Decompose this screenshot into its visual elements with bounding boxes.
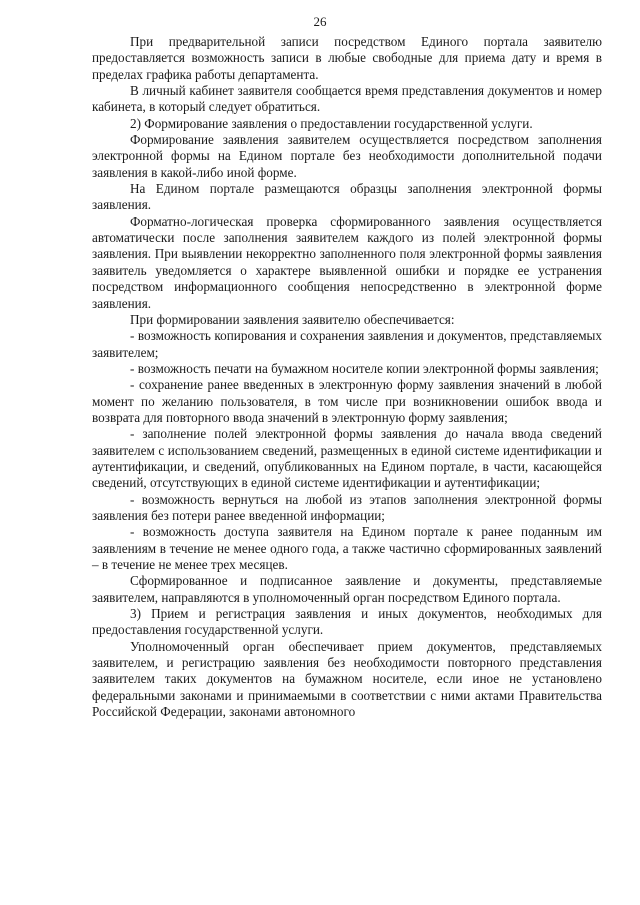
paragraph-appointment-booking: При предварительной записи посредством Единого портала заявителю предоставляется возможность записи в любые свободные для приема дату и время в пределах графика работы департамента. bbox=[92, 34, 602, 82]
list-item-save-values: - сохранение ранее введенных в электронную форму заявления значений в любой момент по желанию пользователя, в том числе при возникновении ошибок ввода и возврата для повторного ввода значений в электронную форму заявления; bbox=[92, 377, 602, 425]
document-body bbox=[92, 34, 602, 720]
paragraph-form-filling: Формирование заявления заявителем осуществляется посредством заполнения электронной формы на Едином портале без необходимости дополнительной подачи заявления в какой-либо иной форме. bbox=[92, 132, 602, 180]
page-number: 26 bbox=[313, 14, 327, 29]
paragraph-submission: Сформированное и подписанное заявление и документы, представляемые заявителем, направляются в уполномоченный орган посредством Единого портала. bbox=[92, 573, 602, 605]
paragraph-personal-account: В личный кабинет заявителя сообщается время представления документов и номер кабинета, в который следует обратиться. bbox=[92, 83, 602, 115]
list-item-prefill: - заполнение полей электронной формы заявления до начала ввода сведений заявителем с использованием сведений, размещенных в единой системе идентификации и аутентификации, и сведений, опубликованных на Едином портале, в части, касающейся сведений, отсутствующих в единой системе идентификации и аутентификации; bbox=[92, 426, 602, 491]
paragraph-format-check: Форматно-логическая проверка сформированного заявления осуществляется автоматически после заполнения заявителем каждого из полей электронной формы заявления. При выявлении некорректно заполненного поля электронной формы заявления заявитель уведомляется о характере выявленной ошибки и порядке ее устранения посредством информационного сообщения непосредственно в электронной форме заявления. bbox=[92, 213, 602, 311]
list-item-return-to-step: - возможность вернуться на любой из этапов заполнения электронной формы заявления без потери ранее введенной информации; bbox=[92, 491, 602, 523]
paragraph-step-2-heading: 2) Формирование заявления о предоставлении государственной услуги. bbox=[130, 115, 533, 131]
paragraph-provisions-intro: При формировании заявления заявителю обеспечивается: bbox=[130, 311, 455, 327]
list-item-access-history: - возможность доступа заявителя на Едином портале к ранее поданным им заявлениям в течение не менее одного года, а также частично сформированных заявлений – в течение не менее трех месяцев. bbox=[92, 524, 602, 572]
list-item-copy-save: - возможность копирования и сохранения заявления и документов, представляемых заявителем; bbox=[92, 328, 602, 360]
paragraph-step-3-heading: 3) Прием и регистрация заявления и иных документов, необходимых для предоставления государственной услуги. bbox=[92, 606, 602, 638]
paragraph-reception: Уполномоченный орган обеспечивает прием документов, представляемых заявителем, и регистрацию заявления без необходимости повторного представления заявителем таких документов на бумажном носителе, если иное не установлено федеральными законами и принимаемыми в соответствии с ними актами Правительства Российской Федерации, законами автономного bbox=[92, 638, 602, 720]
paragraph-form-samples: На Едином портале размещаются образцы заполнения электронной формы заявления. bbox=[92, 181, 602, 213]
list-item-print: - возможность печати на бумажном носителе копии электронной формы заявления; bbox=[130, 360, 599, 376]
